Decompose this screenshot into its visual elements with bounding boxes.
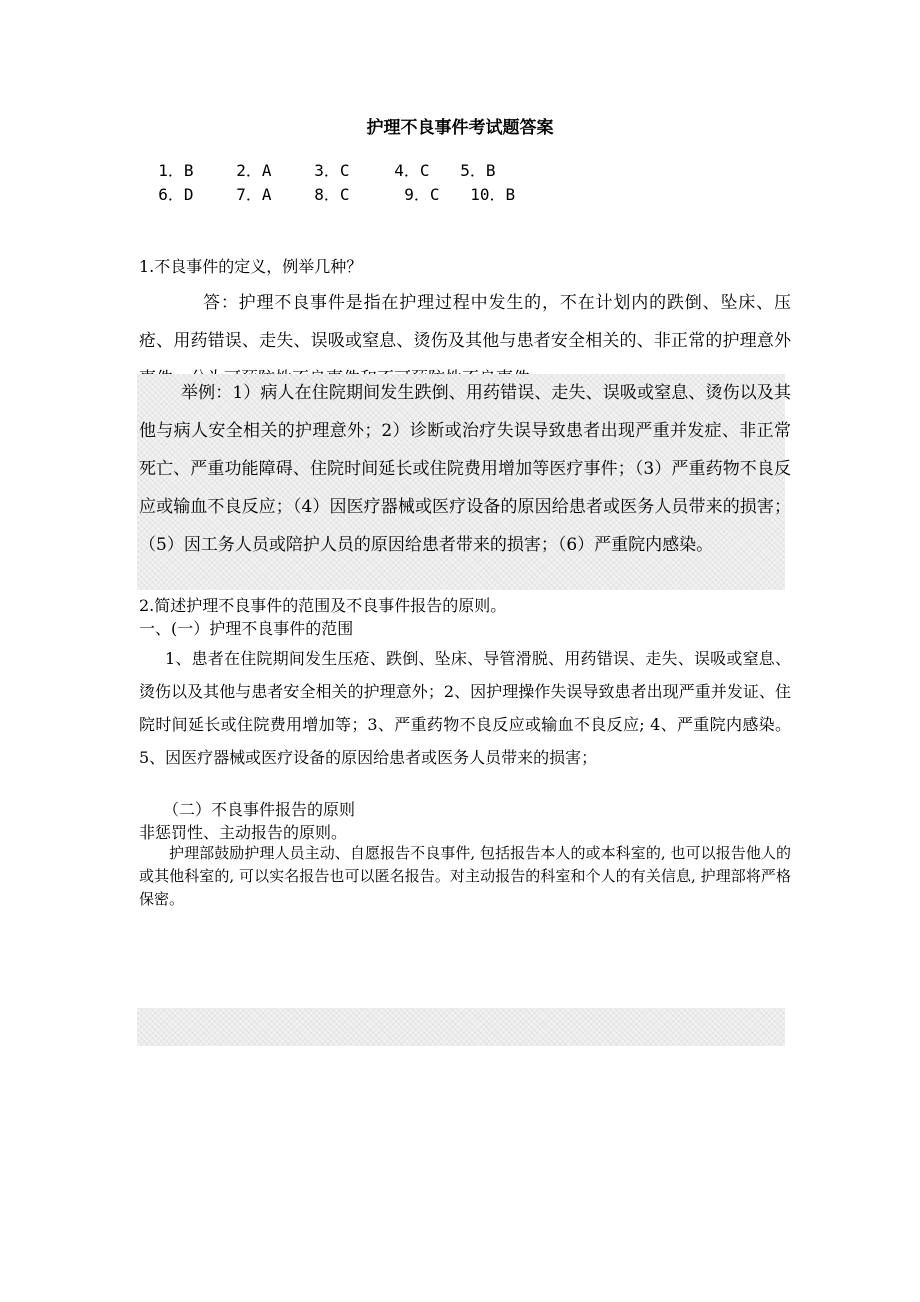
answer-8: 8．C <box>314 185 350 204</box>
answer-5: 5．B <box>460 161 496 180</box>
question-2-heading: 2.简述护理不良事件的范围及不良事件报告的原则。 <box>139 596 507 615</box>
shaded-empty-block <box>137 1008 785 1046</box>
answer-9: 9．C <box>404 185 440 204</box>
answer-2: 2．A <box>236 161 272 180</box>
document-title: 护理不良事件考试题答案 <box>366 118 554 138</box>
section-2-body: 护理部鼓励护理人员主动、自愿报告不良事件, 包括报告本人的或本科室的, 也可以报告他人的或其他科室的, 可以实名报告也可以匿名报告。对主动报告的科室和个人的有关信息, 护理部将严格保密。 <box>139 844 791 908</box>
section-1-body: 1、患者在住院期间发生压疮、跌倒、坠床、导管滑脱、用药错误、走失、误吸或窒息、烫伤以及其他与患者安全相关的护理意外；2、因护理操作失误导致患者出现严重并发证、住院时间延长或住院费用增加等；3、严重药物不良反应或输血不良反应; 4、严重院内感染。5、因医疗器械或医疗设备的原因给患者或医务人员带来的损害； <box>139 649 791 767</box>
section-2-title: （二）不良事件报告的原则 <box>163 800 356 819</box>
answer-4: 4．C <box>394 161 430 180</box>
section-1-title: 一、(一）护理不良事件的范围 <box>139 619 354 638</box>
answer-3: 3．C <box>314 161 350 180</box>
question-1-heading: 1.不良事件的定义，例举几种？ <box>139 257 363 276</box>
question-1-examples: 举例：1）病人在住院期间发生跌倒、用药错误、走失、误吸或窒息、烫伤以及其他与病人安全相关的护理意外；2）诊断或治疗失误导致患者出现严重并发症、非正常死亡、严重功能障碍、住院时间延长或住院费用增加等医疗事件；（3）严重药物不良反应或输血不良反应；（4）因医疗器械或医疗设备的原因给患者或医务人员带来的损害；（5）因工务人员或陪护人员的原因给患者带来的损害；（6）严重院内感染。 <box>139 383 791 555</box>
answer-1: 1．B <box>158 161 194 180</box>
question-1-answer: 答：护理不良事件是指在护理过程中发生的，不在计划内的跌倒、坠床、压疮、用药错误、走失、误吸或窒息、烫伤及其他与患者安全相关的、非正常的护理意外 <box>139 293 791 351</box>
answer-key-row-2 <box>139 163 515 205</box>
section-2-subtitle: 非惩罚性、主动报告的原则。 <box>139 823 348 842</box>
answer-6: 6．D <box>158 185 194 204</box>
answer-10: 10．B <box>470 185 516 204</box>
answer-7: 7．A <box>236 185 272 204</box>
